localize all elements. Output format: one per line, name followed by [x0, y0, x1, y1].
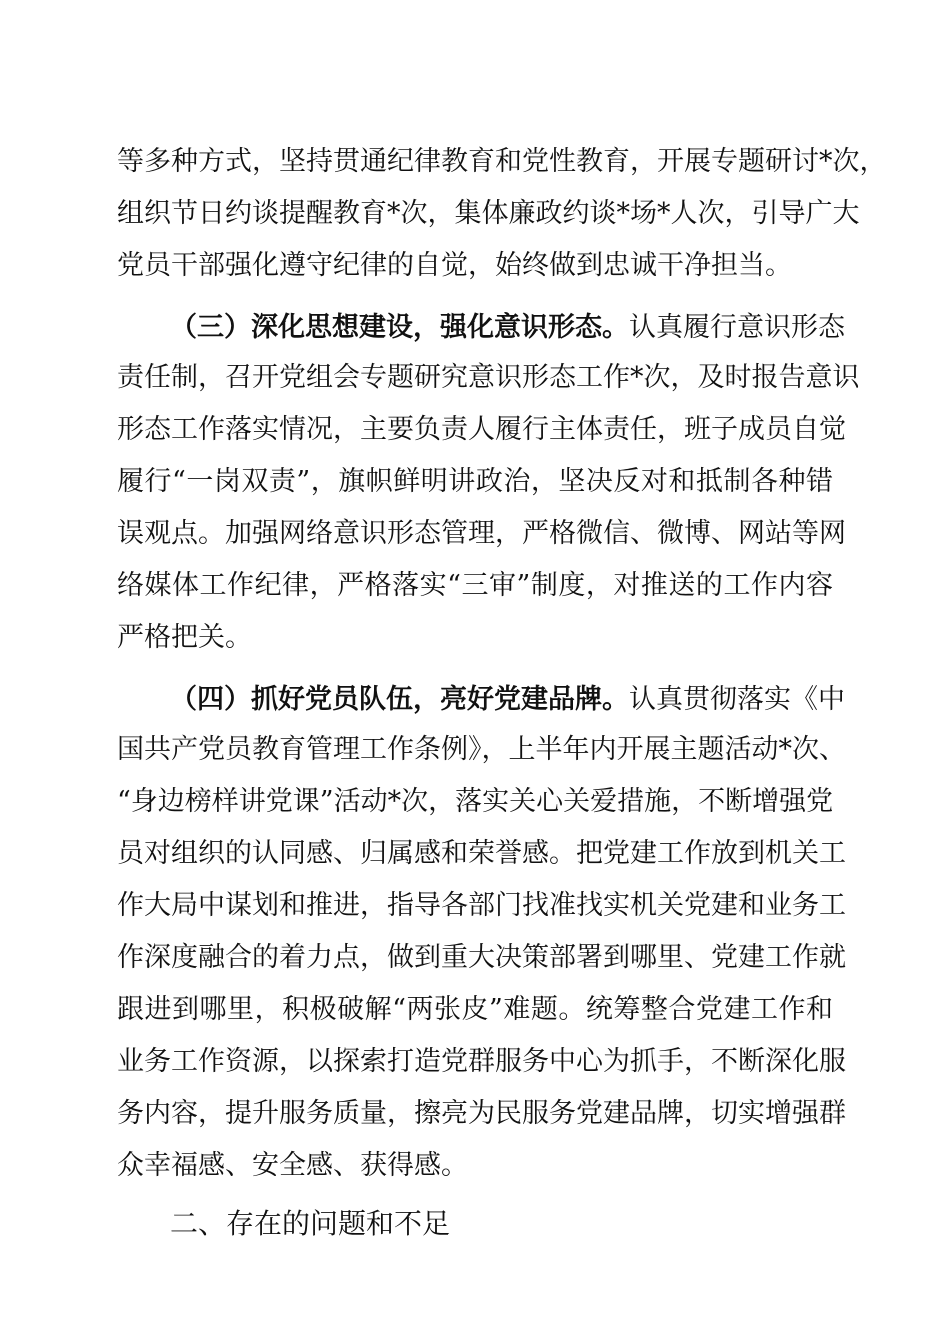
section-heading: 二、存在的问题和不足	[170, 1207, 451, 1240]
paragraph-3-line-6: 作深度融合的着力点，做到重大决策部署到哪里、党建工作就	[117, 942, 846, 973]
paragraph-3-line-1	[170, 680, 845, 720]
paragraph-3-first-line-rest: 认真贯彻落实《中	[629, 684, 845, 715]
paragraph-2-line-1	[170, 308, 845, 348]
paragraph-1-line-3: 党员干部强化遵守纪律的自觉，始终做到忠诚干净担当。	[117, 250, 792, 281]
paragraph-3-line-3: “身边榜样讲党课”活动*次，落实关心关爱措施，不断增强党	[117, 786, 834, 817]
paragraph-2-line-6: 络媒体工作纪律，严格落实“三审”制度，对推送的工作内容	[117, 570, 833, 601]
paragraph-3-line-7: 跟进到哪里，积极破解“两张皮”难题。统筹整合党建工作和	[117, 994, 833, 1025]
paragraph-2-lead: （三）深化思想建设，强化意识形态。	[170, 312, 629, 343]
paragraph-2-line-5: 误观点。加强网络意识形态管理，严格微信、微博、网站等网	[117, 518, 846, 549]
paragraph-3-line-9: 务内容，提升服务质量，擦亮为民服务党建品牌，切实增强群	[117, 1098, 846, 1129]
paragraph-2-first-line-rest: 认真履行意识形态	[629, 312, 845, 343]
paragraph-3-line-4: 员对组织的认同感、归属感和荣誉感。把党建工作放到机关工	[117, 838, 846, 869]
paragraph-3-line-2: 国共产党员教育管理工作条例》，上半年内开展主题活动*次、	[117, 734, 846, 765]
paragraph-3-line-5: 作大局中谋划和推进，指导各部门找准找实机关党建和业务工	[117, 890, 846, 921]
paragraph-3-lead: （四）抓好党员队伍，亮好党建品牌。	[170, 684, 629, 715]
paragraph-3-line-10: 众幸福感、安全感、获得感。	[117, 1150, 468, 1181]
paragraph-2-line-4: 履行“一岗双责”，旗帜鲜明讲政治，坚决反对和抵制各种错	[117, 466, 833, 497]
paragraph-3-line-8: 业务工作资源，以探索打造党群服务中心为抓手，不断深化服	[117, 1046, 846, 1077]
paragraph-1-line-2: 组织节日约谈提醒教育*次，集体廉政约谈*场*人次，引导广大	[117, 198, 860, 229]
paragraph-1-line-1: 等多种方式，坚持贯通纪律教育和党性教育，开展专题研讨*次，	[117, 146, 887, 177]
paragraph-2-line-7: 严格把关。	[117, 622, 252, 653]
paragraph-2-line-3: 形态工作落实情况，主要负责人履行主体责任，班子成员自觉	[117, 414, 846, 445]
paragraph-2-line-2: 责任制，召开党组会专题研究意识形态工作*次，及时报告意识	[117, 362, 860, 393]
